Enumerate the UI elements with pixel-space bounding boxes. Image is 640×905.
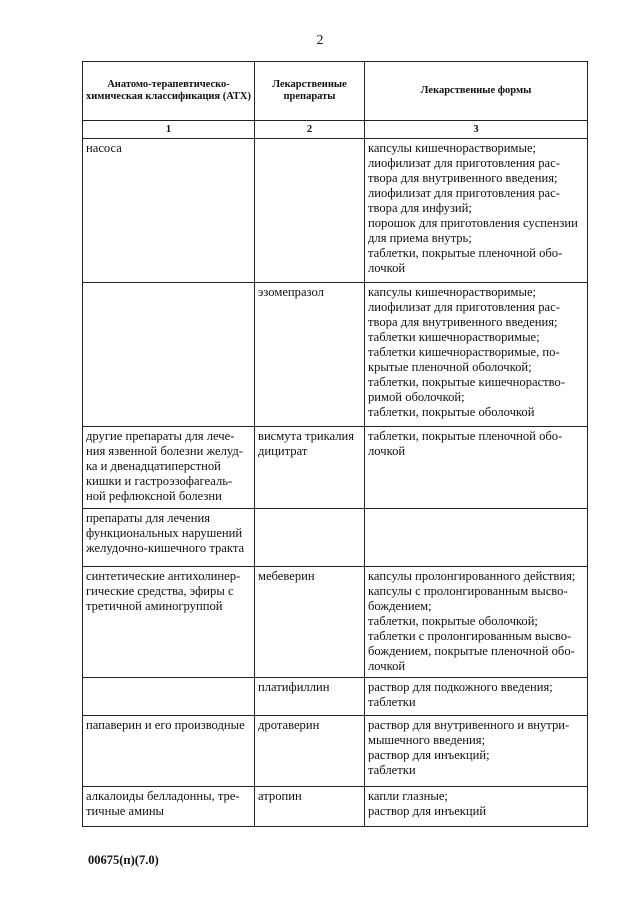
forms-cell-line: мышечного введения; bbox=[368, 733, 486, 747]
atx-cell bbox=[83, 283, 255, 427]
atx-cell bbox=[83, 509, 255, 567]
drug-cell-line: мебеверин bbox=[258, 569, 315, 583]
drug-cell bbox=[255, 678, 365, 716]
column-number-row bbox=[83, 121, 588, 139]
forms-cell-line: бождением; bbox=[368, 599, 432, 613]
forms-cell bbox=[365, 567, 588, 678]
drug-cell-line: дицитрат bbox=[258, 444, 308, 458]
forms-cell-line: лочкой bbox=[368, 444, 406, 458]
forms-cell-line: таблетки bbox=[368, 695, 416, 709]
atx-cell-line: синтетические антихолинер- bbox=[86, 569, 241, 583]
forms-cell-line: таблетки кишечнорастворимые; bbox=[368, 330, 540, 344]
column-number-2: 2 bbox=[255, 121, 365, 139]
atx-cell-line: тичные амины bbox=[86, 804, 165, 818]
atx-cell-line: ка и двенадцатиперстной bbox=[86, 459, 221, 473]
atx-cell bbox=[83, 787, 255, 827]
forms-cell-line: таблетки, покрытые оболочкой bbox=[368, 405, 535, 419]
drug-cell-line: дротаверин bbox=[258, 718, 320, 732]
atx-cell-line: третичной аминогруппой bbox=[86, 599, 223, 613]
atx-cell bbox=[83, 678, 255, 716]
document-code: 00675(п)(7.0) bbox=[88, 853, 159, 867]
forms-cell-line: лиофилизат для приготовления рас- bbox=[368, 156, 560, 170]
table-row bbox=[83, 678, 588, 716]
forms-cell bbox=[365, 283, 588, 427]
atx-cell-line: функциональных нарушений bbox=[86, 526, 243, 540]
forms-cell-line: таблетки, покрытые оболочкой; bbox=[368, 614, 538, 628]
table-row bbox=[83, 567, 588, 678]
forms-cell-line: порошок для приготовления суспензии bbox=[368, 216, 578, 230]
table-row bbox=[83, 509, 588, 567]
atx-cell-line: папаверин и его производные bbox=[86, 718, 245, 732]
forms-cell-line: капсулы с пролонгированным высво- bbox=[368, 584, 568, 598]
atx-cell bbox=[83, 139, 255, 283]
header-forms: Лекарственные формы bbox=[365, 62, 588, 121]
forms-cell-line: твора для внутривенного введения; bbox=[368, 315, 558, 329]
forms-cell-line: капсулы пролонгированного действия; bbox=[368, 569, 576, 583]
drug-cell bbox=[255, 716, 365, 787]
forms-cell bbox=[365, 509, 588, 567]
forms-cell bbox=[365, 139, 588, 283]
atx-cell-line: желудочно-кишечного тракта bbox=[86, 541, 245, 555]
forms-cell-line: лочкой bbox=[368, 659, 406, 673]
atx-cell bbox=[83, 716, 255, 787]
drug-cell-line: висмута трикалия bbox=[258, 429, 355, 443]
drug-cell-line: атропин bbox=[258, 789, 302, 803]
forms-cell-line: таблетки, покрытые пленочной обо- bbox=[368, 246, 563, 260]
drug-classification-table bbox=[82, 61, 588, 827]
forms-cell-line: крытые пленочной оболочкой; bbox=[368, 360, 532, 374]
forms-cell bbox=[365, 716, 588, 787]
atx-cell-line: препараты для лечения bbox=[86, 511, 211, 525]
drug-cell bbox=[255, 787, 365, 827]
header-drugs: Лекарственные препараты bbox=[255, 62, 365, 121]
forms-cell bbox=[365, 678, 588, 716]
forms-cell-line: бождением, покрытые пленочной обо- bbox=[368, 644, 575, 658]
forms-cell-line: раствор для подкожного введения; bbox=[368, 680, 553, 694]
table-row bbox=[83, 283, 588, 427]
forms-cell-line: лочкой bbox=[368, 261, 406, 275]
forms-cell bbox=[365, 427, 588, 509]
forms-cell-line: раствор для инъекций bbox=[368, 804, 487, 818]
header-atx: Анатомо-терапевтическо-химическая классификация (АТХ) bbox=[83, 62, 255, 121]
atx-cell-line: ния язвенной болезни желуд- bbox=[86, 444, 243, 458]
forms-cell-line: таблетки, покрытые кишечнораство- bbox=[368, 375, 566, 389]
forms-cell-line: таблетки кишечнорастворимые, по- bbox=[368, 345, 560, 359]
column-number-1: 1 bbox=[83, 121, 255, 139]
forms-cell-line: капсулы кишечнорастворимые; bbox=[368, 141, 537, 155]
forms-cell-line: таблетки, покрытые пленочной обо- bbox=[368, 429, 563, 443]
column-number-3: 3 bbox=[365, 121, 588, 139]
table-row bbox=[83, 787, 588, 827]
drug-cell-line: эзомепразол bbox=[258, 285, 324, 299]
page-number: 2 bbox=[316, 33, 324, 48]
forms-cell-line: твора для инфузий; bbox=[368, 201, 472, 215]
atx-cell-line: ной рефлюксной болезни bbox=[86, 489, 222, 503]
drug-cell bbox=[255, 509, 365, 567]
drug-cell bbox=[255, 283, 365, 427]
forms-cell-line: римой оболочкой; bbox=[368, 390, 465, 404]
atx-cell bbox=[83, 427, 255, 509]
forms-cell-line: таблетки bbox=[368, 763, 416, 777]
forms-cell-line: раствор для внутривенного и внутри- bbox=[368, 718, 570, 732]
drug-cell bbox=[255, 139, 365, 283]
atx-cell-line: гические средства, эфиры с bbox=[86, 584, 234, 598]
forms-cell-line: лиофилизат для приготовления рас- bbox=[368, 300, 560, 314]
forms-cell-line: раствор для инъекций; bbox=[368, 748, 490, 762]
drug-cell-line: платифиллин bbox=[258, 680, 330, 694]
drug-cell bbox=[255, 567, 365, 678]
atx-cell-line: насоса bbox=[86, 141, 122, 155]
forms-cell bbox=[365, 787, 588, 827]
table-row bbox=[83, 139, 588, 283]
forms-cell-line: твора для внутривенного введения; bbox=[368, 171, 558, 185]
forms-cell-line: капли глазные; bbox=[368, 789, 448, 803]
atx-cell-line: другие препараты для лече- bbox=[86, 429, 235, 443]
atx-cell-line: кишки и гастроэзофагеаль- bbox=[86, 474, 233, 488]
table-row bbox=[83, 716, 588, 787]
table-header-row bbox=[83, 62, 588, 121]
forms-cell-line: для приема внутрь; bbox=[368, 231, 472, 245]
forms-cell-line: таблетки с пролонгированным высво- bbox=[368, 629, 572, 643]
table-row bbox=[83, 427, 588, 509]
table-body bbox=[83, 139, 588, 827]
forms-cell-line: лиофилизат для приготовления рас- bbox=[368, 186, 560, 200]
atx-cell bbox=[83, 567, 255, 678]
forms-cell-line: капсулы кишечнорастворимые; bbox=[368, 285, 537, 299]
atx-cell-line: алкалоиды белладонны, тре- bbox=[86, 789, 240, 803]
drug-cell bbox=[255, 427, 365, 509]
